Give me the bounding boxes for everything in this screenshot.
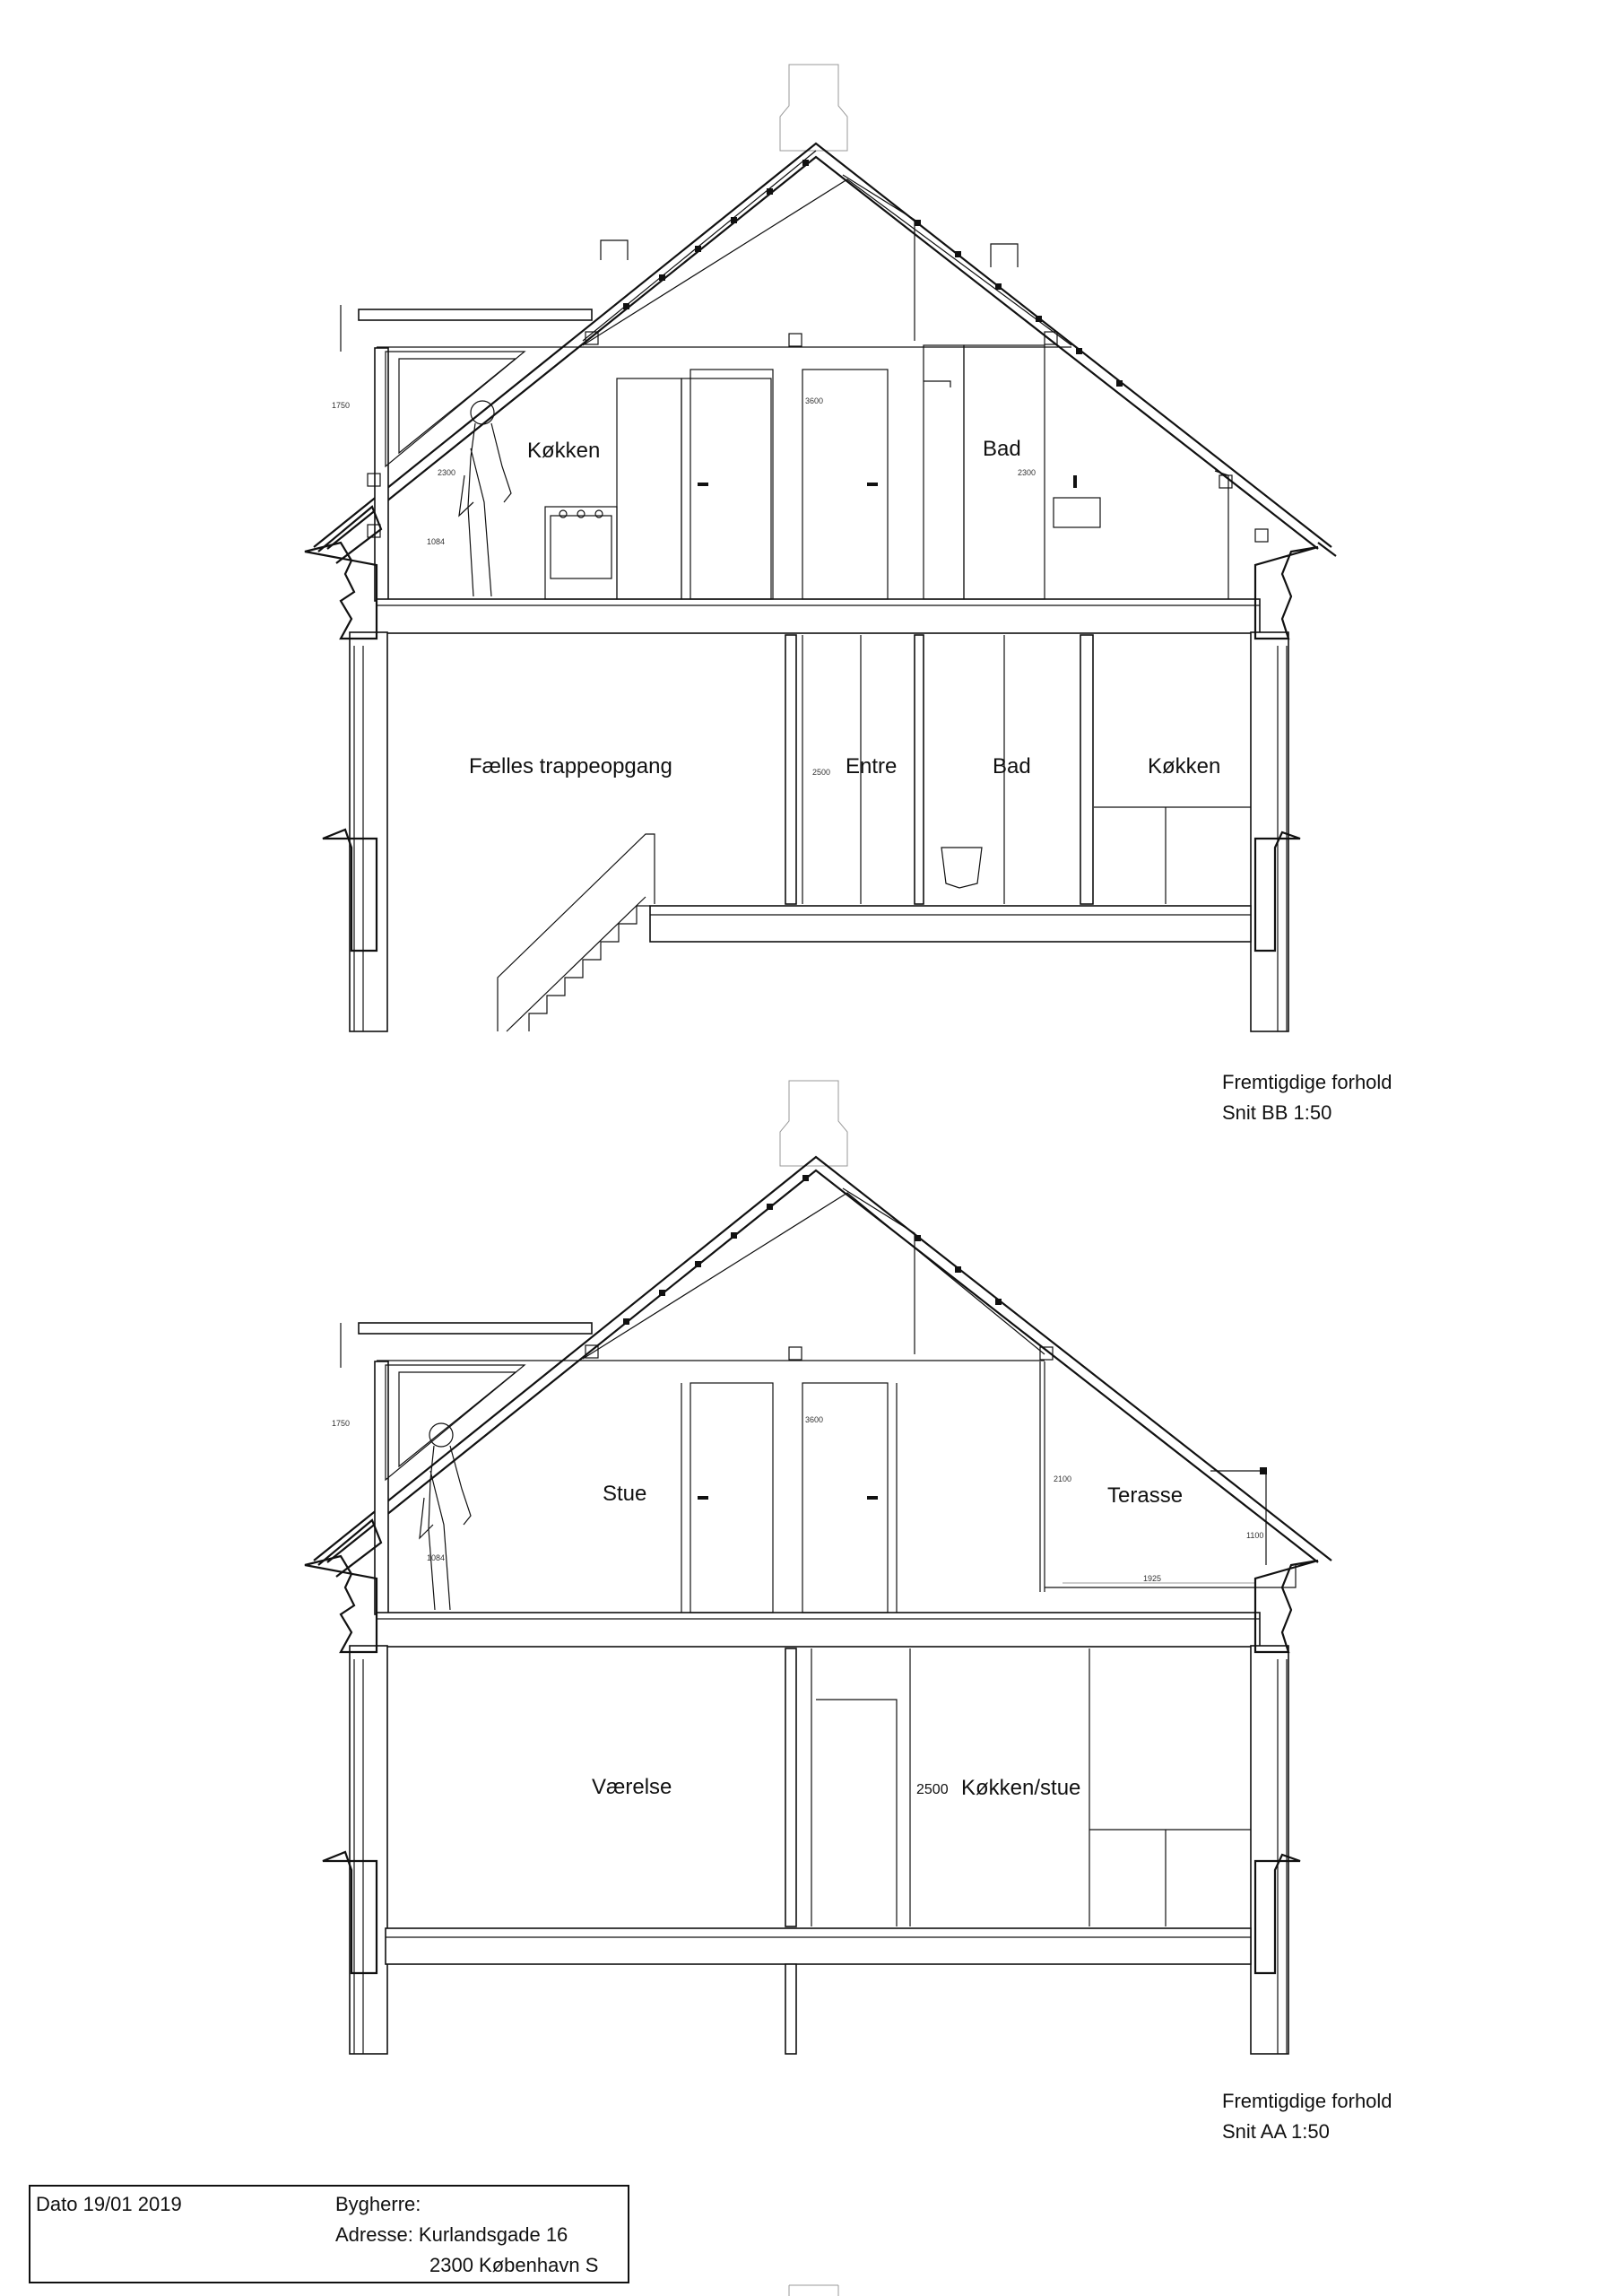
- dim-2500: 2500: [916, 1782, 949, 1797]
- title-block: [29, 2185, 629, 2283]
- section-aa-caption: [1222, 2086, 1392, 2147]
- caption-line-1: Fremtigdige forhold: [1222, 1071, 1392, 1093]
- dim-1084: 1084: [427, 1553, 446, 1562]
- caption-line-2: Snit BB 1:50: [1222, 1101, 1332, 1124]
- room-label-bedroom: Værelse: [592, 1775, 672, 1799]
- dim-1750: 1750: [332, 401, 351, 410]
- room-label-lower-kitchen: Køkken: [1148, 754, 1221, 778]
- dim-1750: 1750: [332, 1419, 351, 1428]
- dim-2100: 2100: [1054, 1474, 1072, 1483]
- address-line-1: Adresse: Kurlandsgade 16: [335, 2223, 568, 2246]
- dim-2300-bath: 2300: [1018, 468, 1037, 477]
- client-label: Bygherre:: [335, 2193, 421, 2215]
- dim-2300: 2300: [438, 468, 456, 477]
- dim-3600: 3600: [805, 396, 824, 405]
- room-label-terrace: Terasse: [1107, 1483, 1184, 1508]
- section-bb: [305, 65, 1336, 1031]
- section-aa-labels: [332, 1415, 1263, 1800]
- caption-line-2: Snit AA 1:50: [1222, 2120, 1330, 2143]
- caption-line-1: Fremtigdige forhold: [1222, 2090, 1392, 2112]
- dim-2500: 2500: [812, 768, 831, 777]
- section-bb-caption: [1222, 1067, 1392, 1128]
- room-label-lower-bath: Bad: [993, 754, 1031, 778]
- address-line-2: 2300 København S: [429, 2254, 599, 2276]
- room-label-stairwell: Fælles trappeopgang: [469, 754, 672, 778]
- date-text: Dato 19/01 2019: [36, 2193, 182, 2215]
- room-label-kitchen-living: Køkken/stue: [961, 1776, 1081, 1800]
- person-figure: [459, 401, 511, 596]
- section-aa: [305, 1081, 1331, 2054]
- person-figure: [420, 1423, 471, 1610]
- dim-1925: 1925: [1143, 1574, 1162, 1583]
- dim-3600: 3600: [805, 1415, 824, 1424]
- dim-1100: 1100: [1246, 1531, 1264, 1540]
- room-label-upper-bath: Bad: [983, 437, 1021, 461]
- dim-1084: 1084: [427, 537, 446, 546]
- room-label-upper-kitchen: Køkken: [527, 439, 601, 463]
- room-label-entry: Entre: [846, 754, 898, 778]
- room-label-living: Stue: [603, 1482, 647, 1506]
